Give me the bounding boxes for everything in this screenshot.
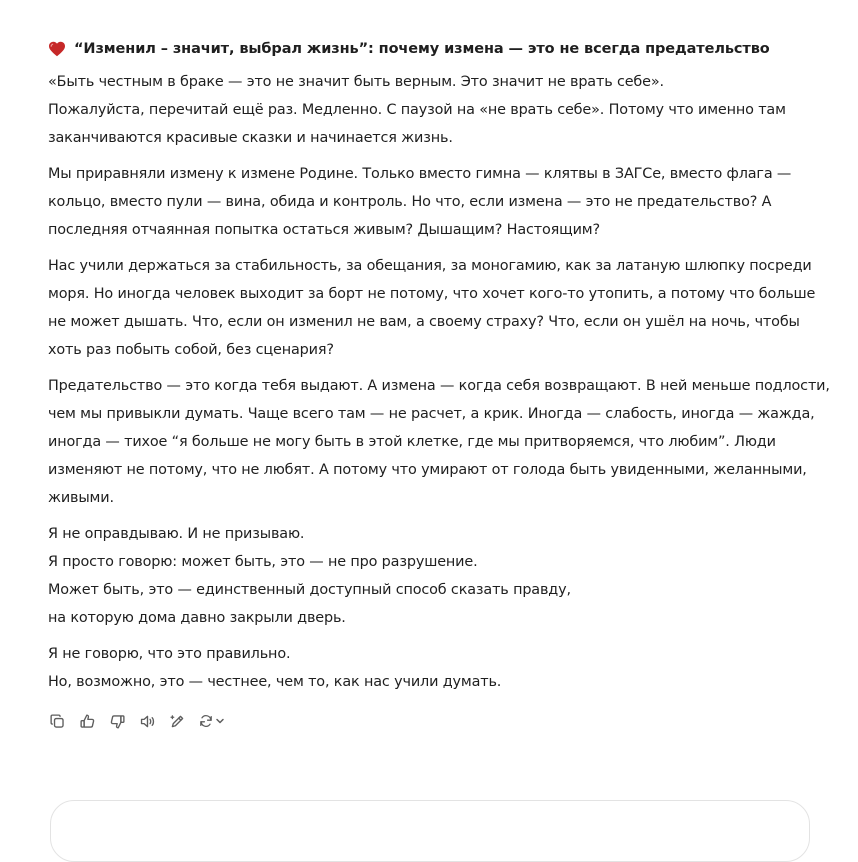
paragraph-6 — [48, 640, 838, 696]
text-line: иногда — тихое “я больше не могу быть в этой клетке, где мы притворяемся, что любим”. Люди — [48, 434, 776, 450]
paragraph-5 — [48, 520, 838, 632]
text-line: «Быть честным в браке — это не значит быть верным. Это значит не врать себе». — [48, 74, 664, 90]
read-aloud-button[interactable] — [136, 710, 158, 732]
text-line: последняя отчаянная попытка остаться живым? Дышащим? Настоящим? — [48, 222, 600, 238]
chevron-down-icon — [215, 716, 225, 726]
regenerate-icon — [198, 713, 214, 729]
text-line: моря. Но иногда человек выходит за борт не потому, что хочет кого-то утопить, а потому что больше — [48, 286, 816, 302]
assistant-message — [48, 38, 838, 704]
text-line: живыми. — [48, 490, 114, 506]
heart-icon — [48, 41, 66, 57]
copy-icon — [49, 713, 66, 730]
bad-response-button[interactable] — [106, 710, 128, 732]
edit-icon — [169, 713, 186, 730]
text-line: Я не говорю, что это правильно. — [48, 646, 291, 662]
thumbs-up-icon — [79, 713, 96, 730]
text-line: кольцо, вместо пули — вина, обида и контроль. Но что, если измена — это не предательство? А — [48, 194, 772, 210]
text-line: Мы приравняли измену к измене Родине. Только вместо гимна — клятвы в ЗАГСе, вместо флага — — [48, 166, 792, 182]
message-action-bar — [46, 710, 226, 732]
text-line: Но, возможно, это — честнее, чем то, как нас учили думать. — [48, 674, 502, 690]
text-line: не может дышать. Что, если он изменил не вам, а своему страху? Что, если он ушёл на ночь, чтобы — [48, 314, 800, 330]
text-line: Предательство — это когда тебя выдают. А измена — когда себя возвращают. В ней меньше подлости, — [48, 378, 830, 394]
text-line: чем мы привыкли думать. Чаще всего там — не расчет, а крик. Иногда — слабость, иногда — жажда, — [48, 406, 815, 422]
message-title-row — [48, 38, 838, 60]
thumbs-down-icon — [109, 713, 126, 730]
message-title: “Изменил – значит, выбрал жизнь”: почему измена — это не всегда предательство — [74, 41, 770, 57]
text-line: Пожалуйста, перечитай ещё раз. Медленно. С паузой на «не врать себе». Потому что именно там — [48, 102, 786, 118]
edit-button[interactable] — [166, 710, 188, 732]
text-line: Я не оправдываю. И не призываю. — [48, 526, 305, 542]
text-line: Может быть, это — единственный доступный способ сказать правду, — [48, 582, 571, 598]
paragraph-1 — [48, 68, 838, 152]
text-line: хоть раз побыть собой, без сценария? — [48, 342, 334, 358]
speaker-icon — [139, 713, 156, 730]
text-line: Нас учили держаться за стабильность, за обещания, за моногамию, как за латаную шлюпку посреди — [48, 258, 812, 274]
text-line: на которую дома давно закрыли дверь. — [48, 610, 346, 626]
paragraph-3 — [48, 252, 838, 364]
paragraph-2 — [48, 160, 838, 244]
text-line: заканчиваются красивые сказки и начинается жизнь. — [48, 130, 453, 146]
paragraph-4 — [48, 372, 838, 512]
copy-button[interactable] — [46, 710, 68, 732]
message-composer[interactable] — [50, 800, 810, 862]
text-line: изменяют не потому, что не любят. А потому что умирают от голода быть увиденными, желанными, — [48, 462, 807, 478]
text-line: Я просто говорю: может быть, это — не про разрушение. — [48, 554, 478, 570]
regenerate-button[interactable] — [196, 710, 226, 732]
good-response-button[interactable] — [76, 710, 98, 732]
